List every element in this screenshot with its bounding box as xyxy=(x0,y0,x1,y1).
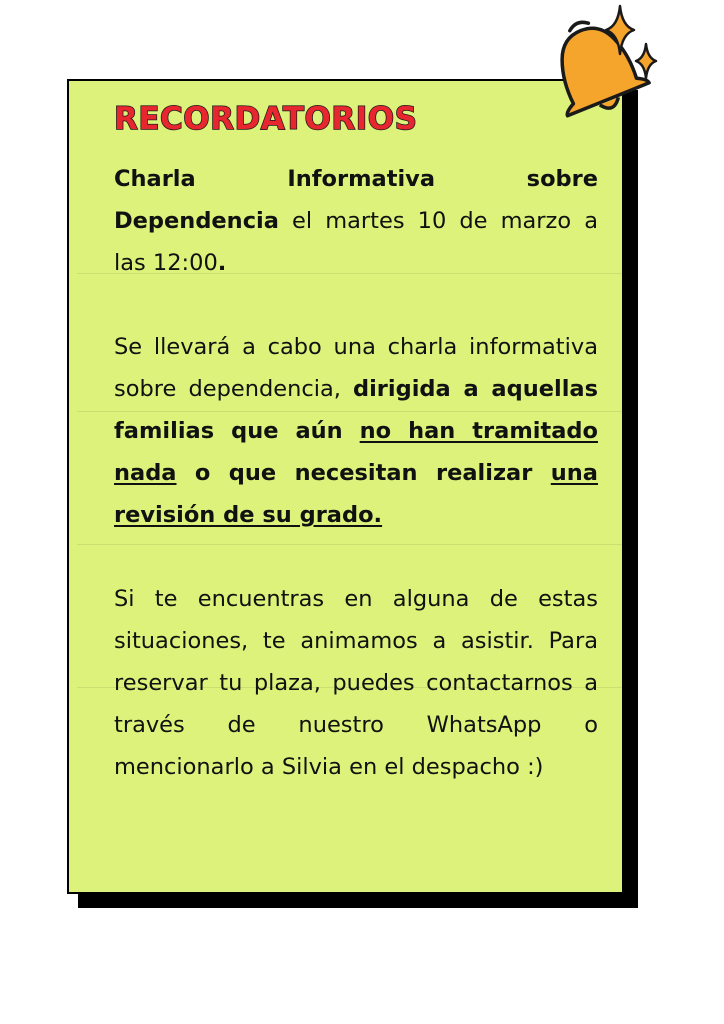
bell-icon-group xyxy=(530,0,670,130)
sparkle-icon xyxy=(636,44,656,78)
grade-revision-emphasis: una revisión de su grado. xyxy=(114,460,598,528)
description-intro: Se llevará a cabo una charla informativa sobre dependencia, xyxy=(114,334,598,402)
bell-icon xyxy=(530,0,670,130)
page-title: RECORDATORIOS xyxy=(114,101,418,137)
event-summary-paragraph xyxy=(114,158,598,284)
target-audience-continuation: o que necesitan realizar xyxy=(176,460,551,486)
paragraph-spacer xyxy=(114,536,598,578)
reminder-content xyxy=(114,158,598,788)
event-description-paragraph xyxy=(114,326,598,536)
paragraph-spacer xyxy=(114,284,598,326)
event-date-text: el martes 10 de marzo a las 12:00 xyxy=(114,208,598,276)
event-date-period: . xyxy=(217,250,227,276)
reminder-card xyxy=(67,79,624,894)
event-title: Charla Informativa sobre Dependencia xyxy=(114,166,598,234)
invitation-paragraph: Si te encuentras en alguna de estas situaciones, te animamos a asistir. Para reservar tu plaza, puedes contactarnos a través de nuestro WhatsApp o mencionarlo a Silvia en el despacho :) xyxy=(114,586,598,780)
no-procedure-emphasis: no han tramitado nada xyxy=(114,418,598,486)
target-audience-text: dirigida a aquellas familias que aún xyxy=(114,376,598,444)
